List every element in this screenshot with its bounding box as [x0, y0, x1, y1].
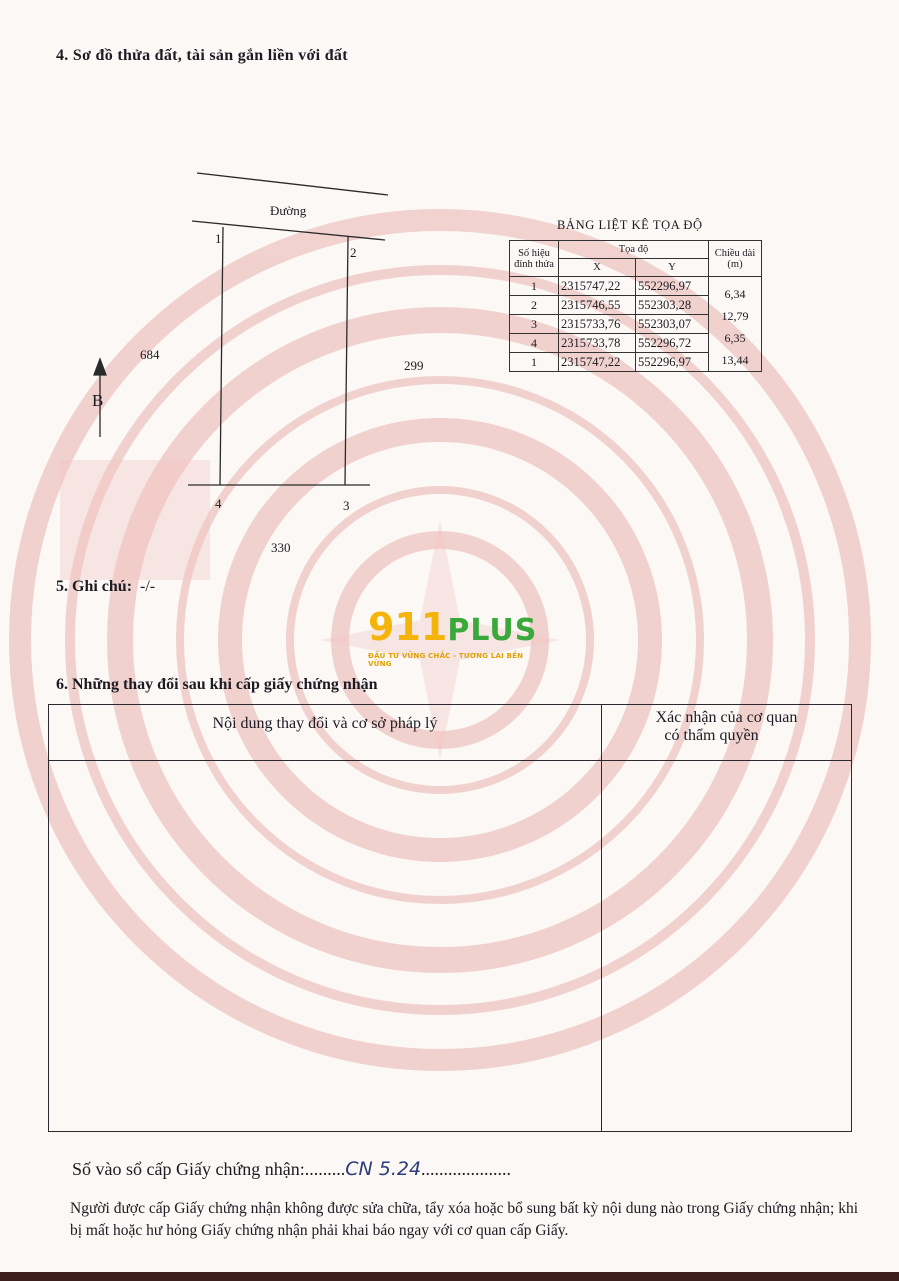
changes-confirm-cell [602, 761, 852, 1132]
logo-tagline: ĐẦU TƯ VỮNG CHẮC - TƯƠNG LAI BỀN VỮNG [368, 652, 524, 668]
section-6-title: 6. Những thay đổi sau khi cấp giấy chứng nhận [56, 676, 378, 693]
coord-table [509, 240, 762, 372]
coord-point: 1 [510, 353, 559, 372]
north-label: B [92, 391, 104, 410]
coord-y: 552296,97 [636, 353, 709, 372]
changes-content-cell [49, 761, 602, 1132]
section-5 [56, 578, 155, 596]
coord-lengths [709, 277, 762, 372]
legal-note: Người được cấp Giấy chứng nhận không được sửa chữa, tẩy xóa hoặc bổ sung bất kỳ nội dung nào trong Giấy chứng nhận; khi bị mất hoặc hư hỏng Giấy chứng nhận phải khai báo ngay với cơ quan cấp Giấy. [70, 1200, 859, 1239]
road-label: Đường [270, 203, 307, 218]
coord-y: 552296,97 [636, 277, 709, 296]
register-label: Số vào sổ cấp Giấy chứng nhận: [72, 1159, 305, 1179]
coord-x: 2315746,55 [559, 296, 636, 315]
length-value: 6,35 [724, 331, 746, 345]
register-dots-after: .................... [421, 1159, 512, 1179]
length-value: 12,79 [721, 309, 749, 323]
coord-header-x: X [559, 259, 636, 277]
table-row [510, 277, 762, 296]
changes-header-confirm [602, 705, 852, 761]
coord-point: 4 [510, 334, 559, 353]
logo-number: 911 [368, 605, 448, 649]
coord-header-point: Số hiệu đỉnh thửa [510, 241, 559, 277]
coord-point: 3 [510, 315, 559, 334]
point-label-3: 3 [343, 498, 350, 513]
coord-header-coord: Tọa độ [559, 241, 709, 259]
length-value: 6,34 [724, 287, 746, 301]
parcel-edge-west [220, 227, 223, 485]
north-arrow-head [94, 359, 106, 375]
point-label-2: 2 [350, 245, 357, 260]
point-label-4: 4 [215, 496, 222, 511]
point-label-1: 1 [215, 231, 222, 246]
coord-x: 2315733,78 [559, 334, 636, 353]
coord-y: 552303,07 [636, 315, 709, 334]
neighbor-label-330: 330 [271, 540, 291, 555]
section-5-title: 5. Ghi chú: [56, 578, 133, 595]
brand-logo [368, 605, 538, 668]
changes-header-confirm-line1: Xác nhận của cơ quan [655, 709, 798, 726]
changes-header-content: Nội dung thay đổi và cơ sở pháp lý [49, 705, 602, 761]
coord-header-length: Chiều dài (m) [709, 241, 762, 277]
coord-point: 1 [510, 277, 559, 296]
section-5-value: -/- [140, 578, 156, 595]
parcel-edge-east [345, 237, 348, 485]
register-number-line [72, 1158, 511, 1180]
section-4-title: 4. Sơ đồ thửa đất, tài sản gắn liền với đất [56, 47, 348, 64]
register-value: CN 5.24 [345, 1158, 422, 1180]
coord-x: 2315747,22 [559, 277, 636, 296]
coord-y: 552296,72 [636, 334, 709, 353]
coord-table-title: BẢNG LIỆT KÊ TỌA ĐỘ [557, 218, 703, 232]
neighbor-label-684: 684 [140, 347, 160, 362]
register-dots-before: ......... [304, 1159, 346, 1179]
road-edge-top [197, 173, 388, 195]
logo-brand: PLUS [447, 613, 538, 648]
coord-header-y: Y [636, 259, 709, 277]
coord-y: 552303,28 [636, 296, 709, 315]
changes-table [48, 704, 852, 1132]
neighbor-label-299: 299 [404, 358, 424, 373]
parcel-diagram [80, 165, 410, 565]
coord-point: 2 [510, 296, 559, 315]
coord-x: 2315747,22 [559, 353, 636, 372]
length-value: 13,44 [721, 353, 749, 367]
coord-x: 2315733,76 [559, 315, 636, 334]
changes-header-confirm-line2: có thẩm quyền [664, 727, 759, 744]
